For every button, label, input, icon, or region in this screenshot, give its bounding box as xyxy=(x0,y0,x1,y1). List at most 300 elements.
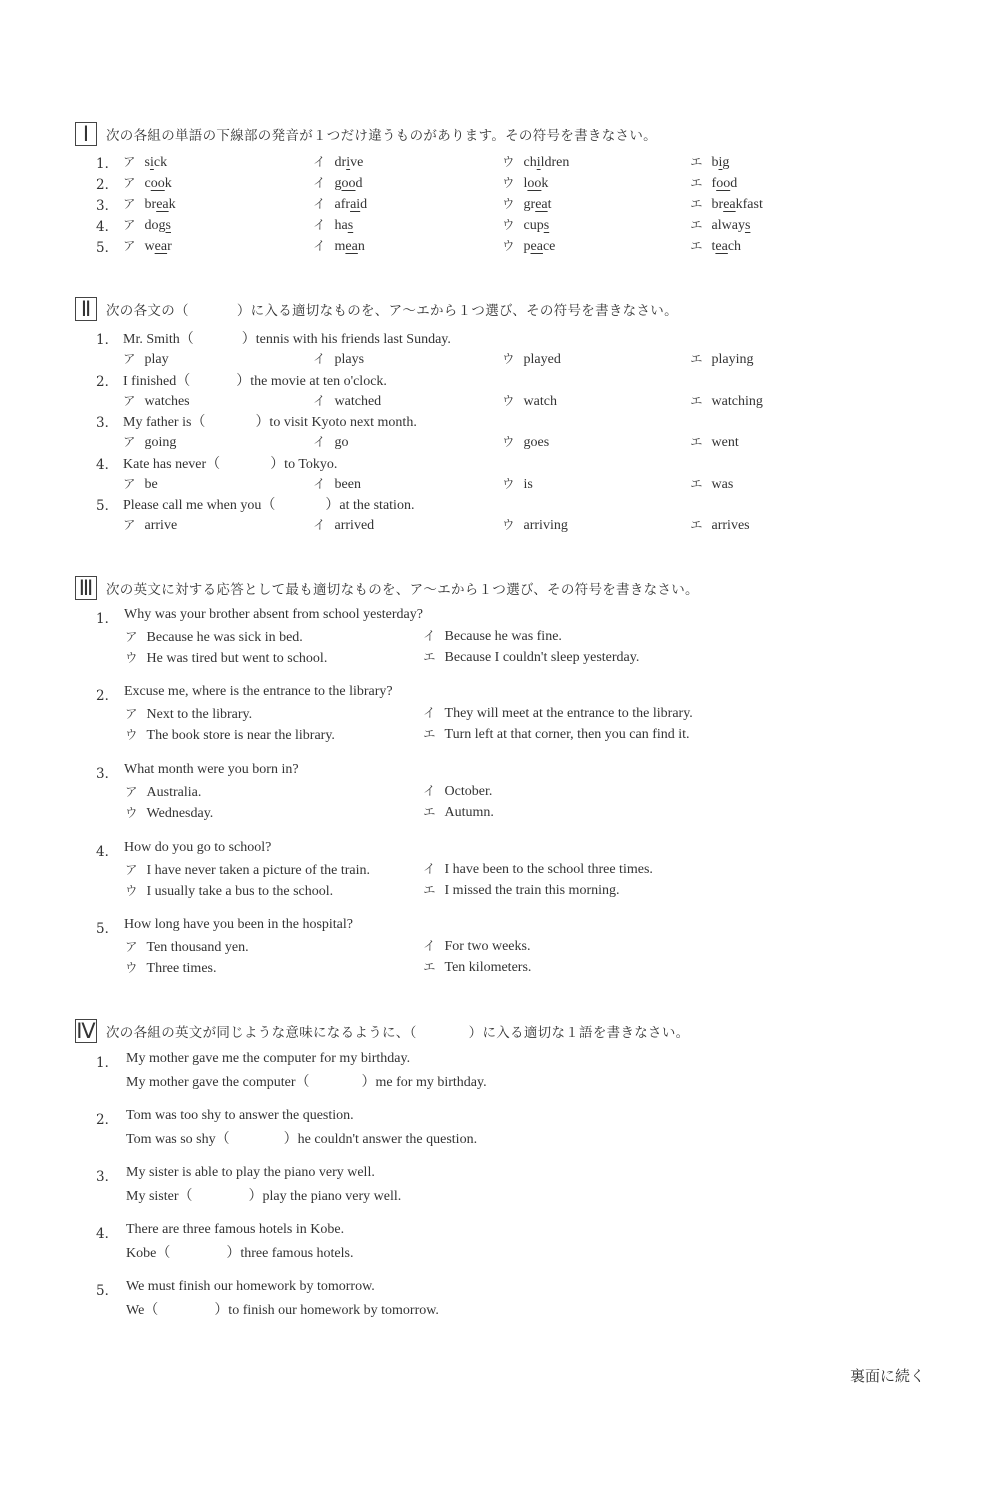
underlined-part: i xyxy=(536,155,541,170)
choice-text: Autumn. xyxy=(444,805,494,820)
choice-text: Because I couldn't sleep yesterday. xyxy=(444,650,640,665)
answer-choice xyxy=(313,474,361,493)
answer-choice xyxy=(690,474,733,493)
choice-text: watches xyxy=(144,393,190,409)
choice-text: arrived xyxy=(334,518,375,533)
answer-choice xyxy=(502,236,555,255)
choice-mark: ウ xyxy=(502,475,515,491)
question-number: 5． xyxy=(96,921,119,937)
word-part: w xyxy=(144,239,155,254)
sentence-post: ）to finish our homework by tomorrow. xyxy=(214,1303,439,1318)
word-part: ve xyxy=(350,155,364,170)
choice-mark: エ xyxy=(423,959,436,974)
question-number: 3． xyxy=(96,198,119,214)
choice-content xyxy=(423,880,620,899)
choice-text: played xyxy=(523,352,561,367)
question-text: Excuse me, where is the entrance to the library? xyxy=(124,684,393,699)
answer-choice xyxy=(502,215,549,234)
choice-mark: ア xyxy=(125,629,138,644)
choice-text: October. xyxy=(444,784,493,799)
choice-text: arriving xyxy=(523,518,568,533)
underlined-part: oo xyxy=(150,176,165,191)
answer-choice xyxy=(502,474,533,493)
choice-content xyxy=(423,802,494,821)
choice-text: Three times. xyxy=(146,961,217,976)
choice-text: watch xyxy=(523,393,557,409)
choice-mark: イ xyxy=(313,517,326,532)
choice-text: Australia. xyxy=(146,785,202,800)
word-part: k xyxy=(168,197,176,212)
choices-row xyxy=(0,391,1000,411)
word-part: s xyxy=(144,155,150,170)
choice-word xyxy=(335,176,363,192)
sentence-post: ）me for my birthday. xyxy=(361,1075,487,1090)
choice-mark: ア xyxy=(123,175,136,190)
choice-mark: ア xyxy=(123,196,136,211)
answer-choice xyxy=(502,515,568,534)
choice-mark: イ xyxy=(313,392,326,408)
choice-content xyxy=(125,958,217,977)
underlined-part: s xyxy=(744,218,751,233)
question-number: 4． xyxy=(96,1226,119,1242)
word-part: c xyxy=(144,176,151,191)
sentence-pre: My mother gave the computer（ xyxy=(126,1075,310,1090)
choice-word xyxy=(712,176,738,192)
choice-mark: エ xyxy=(690,392,703,408)
question-sentence xyxy=(123,411,417,431)
question-text: Why was your brother absent from school yesterday? xyxy=(124,607,423,622)
choice-content xyxy=(125,937,249,956)
choice-mark: ア xyxy=(123,392,136,408)
question-row xyxy=(0,1051,1000,1071)
choice-mark: ア xyxy=(123,154,136,169)
choice-mark: エ xyxy=(690,351,703,366)
choice-text: plays xyxy=(334,352,365,367)
word-part: ldren xyxy=(540,155,570,170)
rewrite-row xyxy=(0,1242,1000,1262)
question-number: 1． xyxy=(96,611,119,627)
word-part: br xyxy=(144,197,157,212)
section-instruction xyxy=(106,299,678,319)
choice-text: going xyxy=(144,435,177,450)
instruction-post: ）に入る適切なものを、ア～エから１つ選び、その符号を書きなさい。 xyxy=(236,303,678,319)
choice-content xyxy=(423,724,690,743)
underlined-part: i xyxy=(149,155,154,170)
choices-row xyxy=(0,349,1000,369)
section-instruction xyxy=(106,1021,689,1041)
choice-text: arrives xyxy=(711,518,750,533)
choice-mark: イ xyxy=(423,705,436,720)
choice-text: He was tired but went to school. xyxy=(146,651,328,666)
answer-choice xyxy=(690,391,763,410)
choice-mark: イ xyxy=(423,783,436,798)
sentence-pre: Kobe（ xyxy=(126,1246,171,1261)
choice-text: Because he was fine. xyxy=(444,629,562,644)
choice-content xyxy=(423,957,531,976)
answer-choice xyxy=(313,349,364,368)
choices-row xyxy=(0,474,1000,494)
sentence-post: ）to Tokyo. xyxy=(270,456,338,472)
word-part: g xyxy=(334,176,342,191)
choice-content xyxy=(125,627,303,646)
choice-mark: ウ xyxy=(125,650,138,665)
answer-choice xyxy=(313,194,367,213)
question-row xyxy=(0,328,1000,348)
answer-choice xyxy=(313,432,349,451)
choices-row xyxy=(0,515,1000,535)
rewrite-sentence xyxy=(126,1128,477,1148)
question-row xyxy=(0,215,1000,235)
choice-word xyxy=(335,197,368,213)
choice-word xyxy=(712,218,751,234)
choice-text: Wednesday. xyxy=(146,806,214,821)
question-number: 4． xyxy=(96,844,119,860)
answer-choice xyxy=(690,194,763,213)
section-number-box: Ⅰ xyxy=(75,122,97,146)
question-row xyxy=(0,1108,1000,1128)
choice-mark: ア xyxy=(123,351,136,366)
answer-choice xyxy=(690,236,741,255)
question-number: 5． xyxy=(96,240,119,256)
answer-choice xyxy=(123,432,176,451)
instruction-post: ）に入る適切な１語を書きなさい。 xyxy=(468,1025,690,1041)
question-sentence xyxy=(123,370,387,390)
choice-text: For two weeks. xyxy=(444,939,531,954)
choice-mark: エ xyxy=(423,726,436,741)
choice-word xyxy=(335,155,364,171)
choice-mark: ウ xyxy=(502,196,515,211)
choice-mark: ウ xyxy=(125,805,138,820)
question-row xyxy=(0,1222,1000,1242)
choice-mark: イ xyxy=(313,196,326,211)
answer-choice xyxy=(313,515,374,534)
sentence-pre: My father is（ xyxy=(123,415,206,430)
continue-on-back-note: 裏面に続く xyxy=(850,1367,926,1385)
choice-text: They will meet at the entrance to the library. xyxy=(444,706,693,721)
answer-choice xyxy=(313,236,365,255)
question-number: 4． xyxy=(96,219,119,235)
choice-mark: エ xyxy=(690,238,703,253)
question-sentence xyxy=(123,494,414,514)
sentence-post: ）at the station. xyxy=(325,498,415,513)
word-part: ck xyxy=(153,155,168,170)
choice-word xyxy=(145,239,172,255)
choice-mark: ウ xyxy=(502,217,515,232)
word-part: ch xyxy=(523,155,537,170)
answer-choice xyxy=(690,515,750,534)
rewrite-row xyxy=(0,1299,1000,1319)
choice-mark: イ xyxy=(313,434,326,449)
choice-content xyxy=(423,781,492,800)
question-row xyxy=(0,453,1000,473)
word-part: m xyxy=(334,239,346,254)
question-row xyxy=(0,370,1000,390)
choice-word xyxy=(524,197,552,213)
choice-content xyxy=(125,725,335,744)
underlined-part: oo xyxy=(341,176,356,191)
choice-mark: イ xyxy=(423,861,436,876)
instruction-pre: 次の各文の（ xyxy=(106,303,189,319)
answer-choice xyxy=(690,152,729,171)
answer-choice xyxy=(502,173,548,192)
question-row xyxy=(0,411,1000,431)
question-row xyxy=(0,194,1000,214)
choice-text: goes xyxy=(523,435,550,450)
answer-choice xyxy=(502,391,557,410)
choice-mark: ア xyxy=(125,939,138,954)
choice-text: Ten thousand yen. xyxy=(146,940,249,955)
choice-text: watched xyxy=(334,393,382,409)
question-row xyxy=(0,917,1000,937)
choice-mark: ウ xyxy=(502,238,515,253)
sentence-post: ）the movie at ten o'clock. xyxy=(236,373,387,389)
question-row xyxy=(0,840,1000,860)
choice-mark: イ xyxy=(313,154,326,169)
choice-word xyxy=(335,239,365,255)
choice-text: Next to the library. xyxy=(146,707,253,722)
answer-choice xyxy=(123,349,169,368)
word-part: r xyxy=(167,239,172,254)
answer-choice xyxy=(123,236,172,255)
section-2-header xyxy=(75,296,678,322)
answer-choice xyxy=(123,515,177,534)
choice-word xyxy=(145,155,168,171)
choice-mark: ア xyxy=(123,217,136,232)
choice-mark: ウ xyxy=(125,883,138,898)
word-part: cup xyxy=(523,218,544,233)
choice-mark: エ xyxy=(423,649,436,664)
question-number: 1． xyxy=(96,156,119,172)
sentence-pre: Tom was so shy（ xyxy=(126,1132,230,1147)
question-row xyxy=(0,1165,1000,1185)
underlined-part: s xyxy=(165,218,171,233)
choice-text: playing xyxy=(711,352,754,367)
sentence-pre: My sister（ xyxy=(126,1189,193,1204)
question-number: 1． xyxy=(96,332,119,348)
choice-text: be xyxy=(144,476,158,492)
question-row xyxy=(0,173,1000,193)
underlined-part: ea xyxy=(154,239,168,254)
answer-choice xyxy=(123,391,190,410)
section-number-box: Ⅳ xyxy=(76,1018,96,1043)
choice-mark: ウ xyxy=(502,517,515,532)
answer-choice xyxy=(690,215,750,234)
word-part: ch xyxy=(727,239,742,254)
choice-word xyxy=(524,155,570,171)
instruction-pre: 次の各組の英文が同じような意味になるように、（ xyxy=(106,1025,417,1041)
choice-mark: ア xyxy=(125,862,138,877)
question-number: 2． xyxy=(96,688,119,704)
choice-mark: ウ xyxy=(502,392,515,408)
sentence-post: ）tennis with his friends last Sunday. xyxy=(241,332,451,347)
choice-word xyxy=(524,239,556,255)
choice-content xyxy=(423,626,562,645)
original-sentence: We must finish our homework by tomorrow. xyxy=(126,1279,375,1294)
sentence-post: ）to visit Kyoto next month. xyxy=(255,415,417,430)
rewrite-sentence xyxy=(126,1185,401,1205)
choice-content xyxy=(423,703,693,722)
choice-mark: イ xyxy=(313,351,326,366)
word-part: ce xyxy=(542,239,556,254)
question-row xyxy=(0,494,1000,514)
section-number-box: Ⅲ xyxy=(75,576,97,600)
question-sentence xyxy=(123,453,337,473)
choice-mark: イ xyxy=(313,217,326,232)
word-part: d xyxy=(355,176,363,191)
choice-mark: エ xyxy=(690,154,703,169)
choice-word xyxy=(145,218,171,234)
choice-text: Ten kilometers. xyxy=(444,960,532,975)
underlined-part: ai xyxy=(350,197,361,212)
question-number: 5． xyxy=(96,498,119,514)
question-number: 3． xyxy=(96,415,119,431)
original-sentence: There are three famous hotels in Kobe. xyxy=(126,1222,345,1237)
choice-word xyxy=(712,239,742,255)
choice-content xyxy=(125,648,327,667)
choice-text: Turn left at that corner, then you can find it. xyxy=(444,727,690,742)
choice-content xyxy=(423,859,653,878)
answer-choice xyxy=(313,215,353,234)
choice-content xyxy=(125,803,213,822)
choice-word xyxy=(712,155,730,171)
word-part: f xyxy=(711,176,717,191)
choice-text: I have never taken a picture of the train. xyxy=(146,863,371,878)
sentence-post: ）three famous hotels. xyxy=(226,1246,354,1261)
choice-mark: ア xyxy=(123,434,136,449)
choice-mark: エ xyxy=(690,196,703,211)
word-part: g xyxy=(722,155,730,170)
choice-text: The book store is near the library. xyxy=(146,728,335,743)
sentence-pre: Mr. Smith（ xyxy=(123,332,194,347)
answer-choice xyxy=(502,194,552,213)
choice-mark: ウ xyxy=(502,351,515,366)
sentence-pre: Kate has never（ xyxy=(123,456,221,472)
question-number: 2． xyxy=(96,1112,119,1128)
rewrite-row xyxy=(0,1071,1000,1091)
choice-word xyxy=(145,176,172,192)
question-row xyxy=(0,684,1000,704)
question-number: 3． xyxy=(96,1169,119,1185)
choice-mark: イ xyxy=(313,175,326,190)
choice-text: was xyxy=(711,476,734,492)
choice-text: I usually take a bus to the school. xyxy=(146,884,334,899)
underlined-part: oo xyxy=(527,176,542,191)
sentence-pre: We（ xyxy=(126,1303,159,1318)
answer-choice xyxy=(313,391,381,410)
question-row xyxy=(0,152,1000,172)
choice-content xyxy=(125,704,252,723)
word-part: kfast xyxy=(735,197,763,212)
word-part: b xyxy=(711,155,719,170)
choice-word xyxy=(712,197,763,213)
choice-content xyxy=(423,936,530,955)
choice-text: been xyxy=(334,476,361,492)
underlined-part: s xyxy=(347,218,354,233)
choice-content xyxy=(125,881,333,900)
question-row xyxy=(0,607,1000,627)
underlined-part: i xyxy=(718,155,723,170)
choice-mark: エ xyxy=(690,217,703,232)
word-part: n xyxy=(357,239,365,254)
word-part: d xyxy=(360,197,368,212)
question-number: 1． xyxy=(96,1055,119,1071)
answer-choice xyxy=(690,349,754,368)
question-number: 2． xyxy=(96,373,119,390)
word-part: k xyxy=(541,176,549,191)
choice-content xyxy=(423,647,639,666)
underlined-part: ea xyxy=(723,197,736,212)
choice-word xyxy=(145,197,176,213)
word-part: l xyxy=(523,176,528,191)
choices-row xyxy=(0,432,1000,452)
section-instruction: 次の英文に対する応答として最も適切なものを、ア～エから１つ選び、その符号を書きなさい。 xyxy=(106,582,699,598)
choice-content xyxy=(125,860,370,879)
choice-mark: ウ xyxy=(502,434,515,449)
choice-word xyxy=(524,176,549,192)
choice-text: I missed the train this morning. xyxy=(444,883,620,898)
sentence-pre: Please call me when you（ xyxy=(123,498,276,513)
choice-mark: エ xyxy=(690,475,703,491)
question-row xyxy=(0,1279,1000,1299)
underlined-part: i xyxy=(346,155,351,170)
answer-choice xyxy=(690,432,739,451)
rewrite-row xyxy=(0,1185,1000,1205)
choice-mark: ア xyxy=(123,475,136,491)
section-1-header xyxy=(75,121,657,147)
choice-mark: ウ xyxy=(502,154,515,169)
choice-text: play xyxy=(144,352,169,367)
word-part: ha xyxy=(334,218,348,233)
choice-mark: エ xyxy=(690,175,703,190)
word-part: k xyxy=(164,176,172,191)
answer-choice xyxy=(123,152,167,171)
choice-mark: ウ xyxy=(125,727,138,742)
word-part: t xyxy=(711,239,716,254)
section-instruction: 次の各組の単語の下線部の発音が１つだけ違うものがあります。その符号を書きなさい。 xyxy=(106,128,657,144)
underlined-part: s xyxy=(543,218,550,233)
word-part: dog xyxy=(144,218,166,233)
choice-content xyxy=(125,782,201,801)
word-part: d xyxy=(730,176,738,191)
answer-choice xyxy=(123,474,158,493)
choice-mark: ア xyxy=(123,238,136,253)
word-part: p xyxy=(523,239,531,254)
underlined-part: ea xyxy=(156,197,169,212)
answer-choice xyxy=(502,432,549,451)
question-number: 3． xyxy=(96,766,119,782)
question-number: 2． xyxy=(96,177,119,193)
choice-word xyxy=(335,218,354,234)
word-part: gr xyxy=(523,197,536,212)
question-text: How do you go to school? xyxy=(124,840,272,855)
underlined-part: ea xyxy=(345,239,358,254)
original-sentence: My mother gave me the computer for my birthday. xyxy=(126,1051,411,1066)
choice-text: went xyxy=(711,435,739,450)
answer-choice xyxy=(313,152,363,171)
word-part: br xyxy=(711,197,724,212)
choice-mark: イ xyxy=(423,628,436,643)
choice-text: arrive xyxy=(144,518,178,533)
question-row xyxy=(0,236,1000,256)
choice-mark: イ xyxy=(423,938,436,953)
underlined-part: ea xyxy=(530,239,543,254)
rewrite-sentence xyxy=(126,1071,487,1091)
answer-choice xyxy=(502,152,569,171)
question-text: How long have you been in the hospital? xyxy=(124,917,354,932)
word-part: dr xyxy=(334,155,347,170)
choice-mark: エ xyxy=(690,517,703,532)
underlined-part: ea xyxy=(535,197,548,212)
